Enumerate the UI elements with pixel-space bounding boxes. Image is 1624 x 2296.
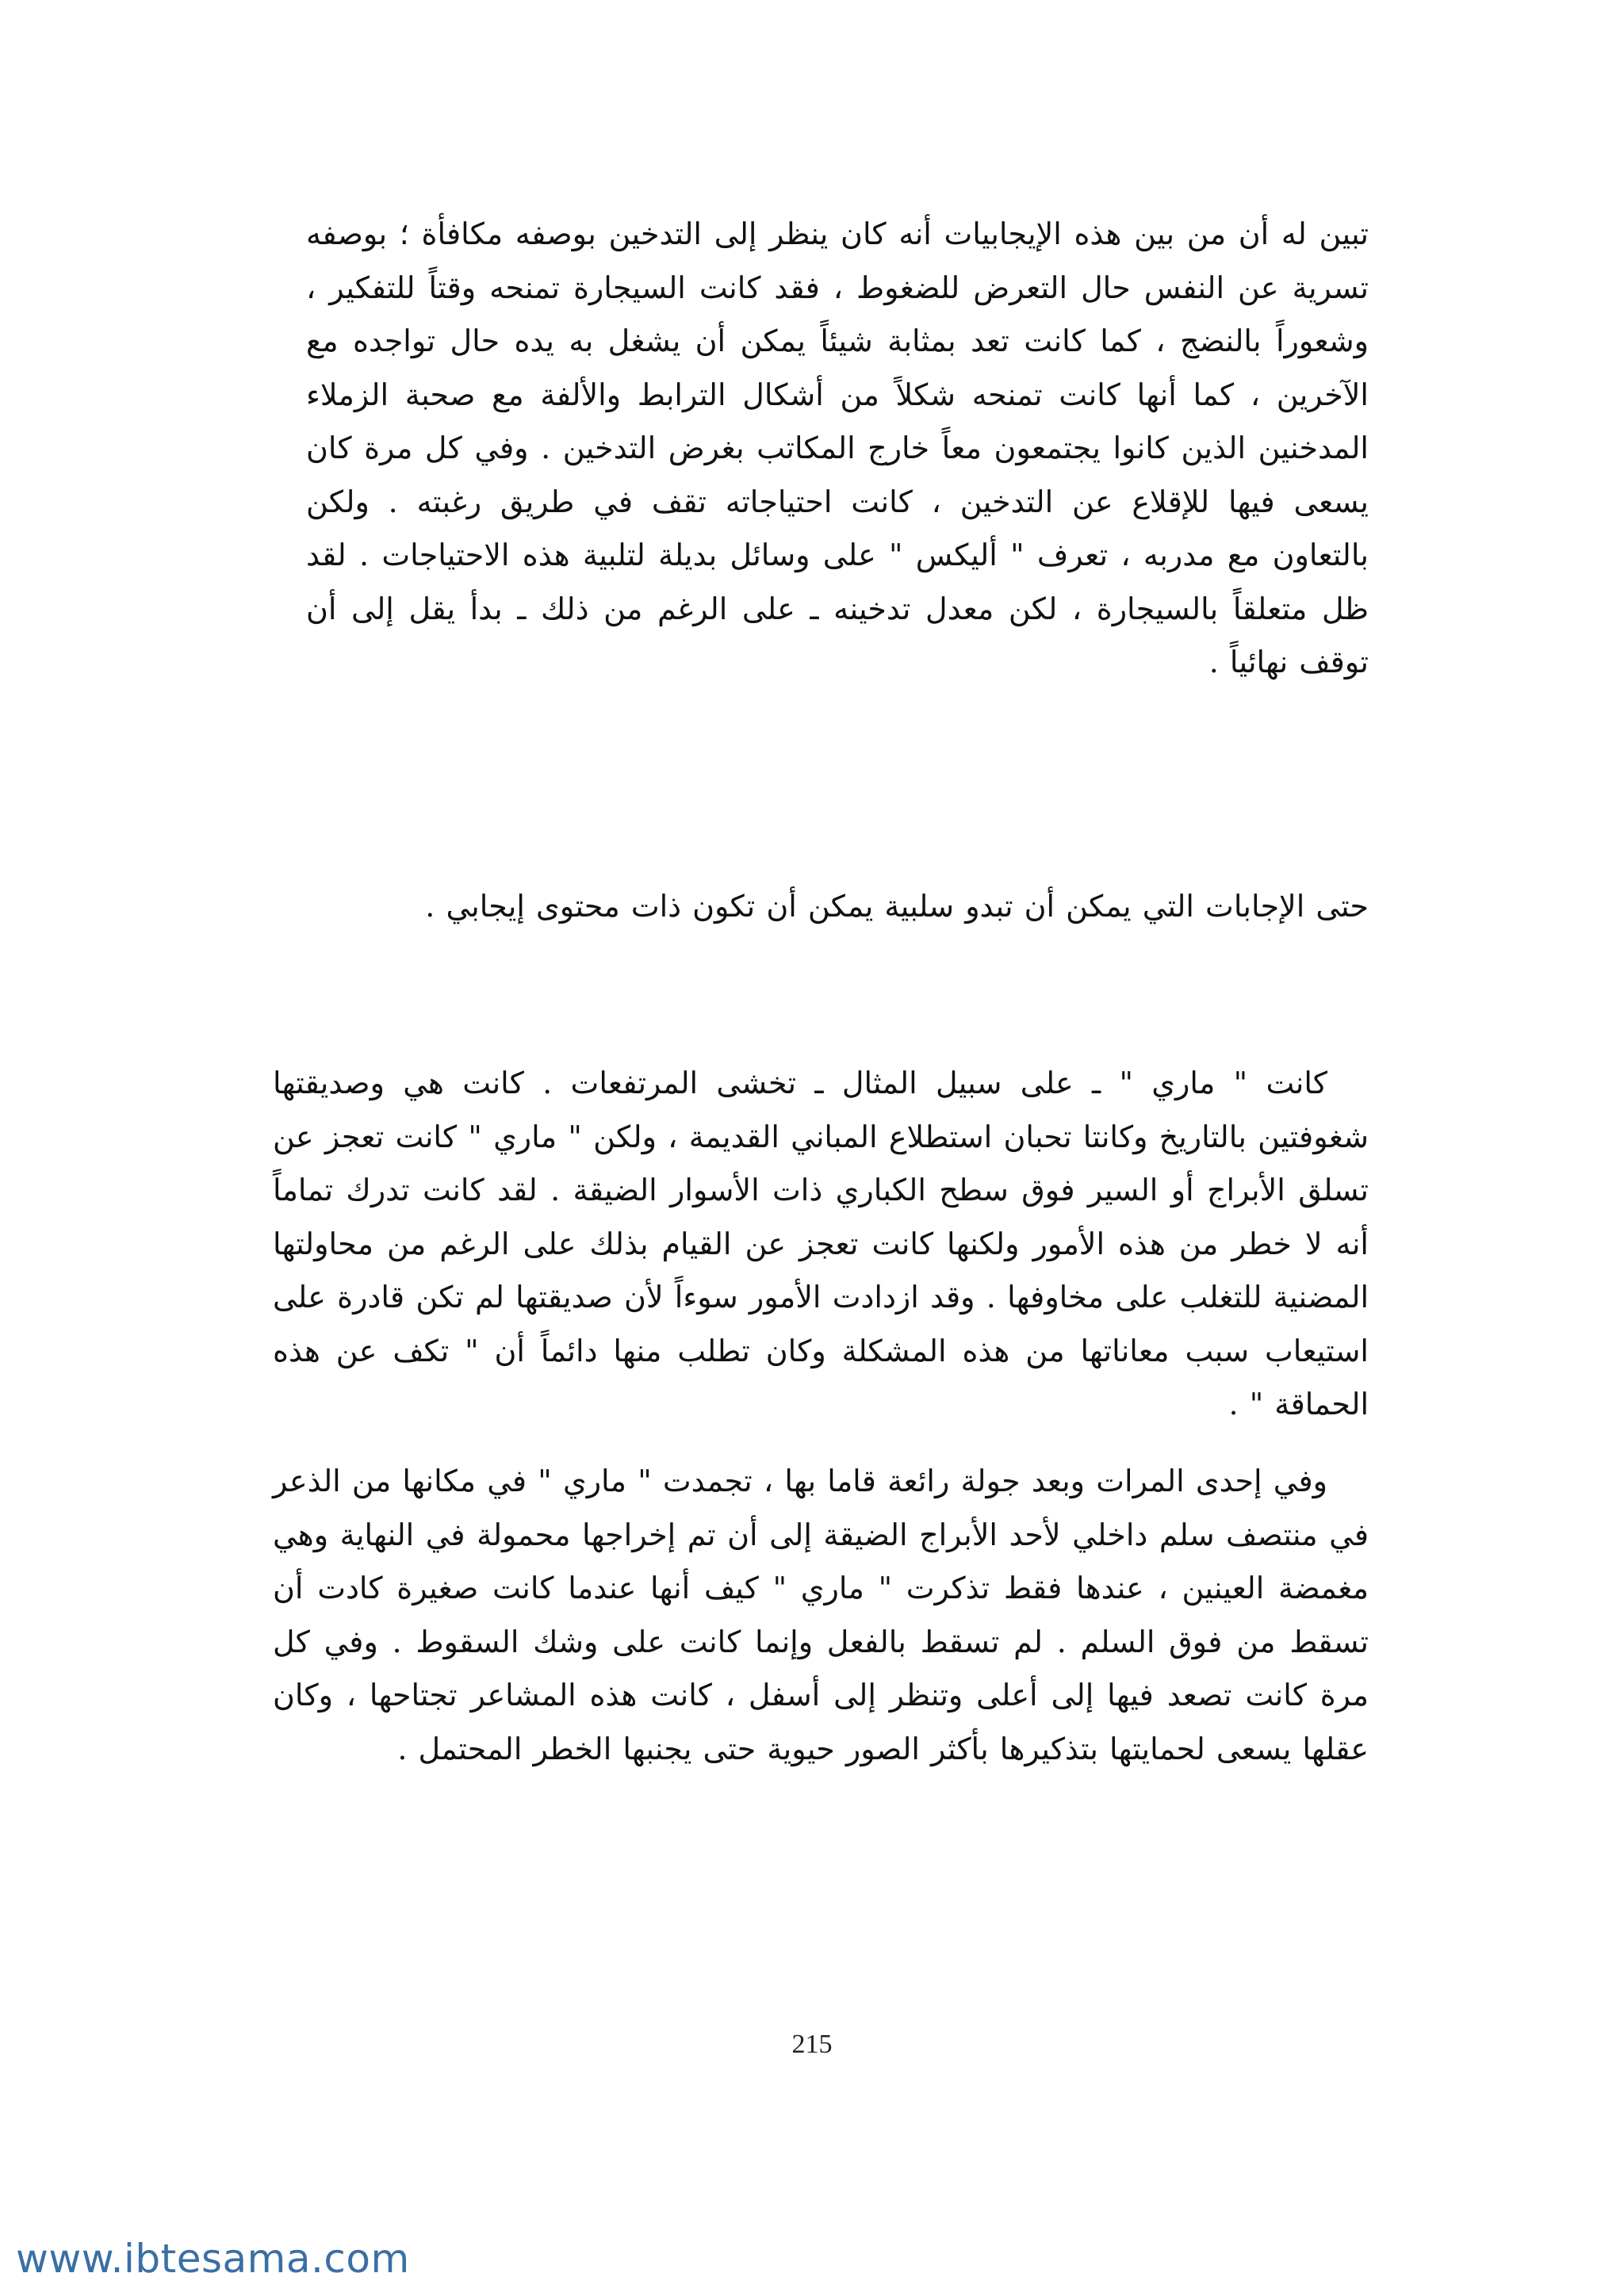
page-number: 215 (791, 2030, 833, 2059)
paragraph-mary-heights: كانت " ماري " ـ على سبيل المثال ـ تخشى المرتفعات . كانت هي وصديقتها شغوفتين بالتاريخ وكانتا تحبان استطلاع المباني القديمة ، ولكن " ماري " كانت تعجز عن تسلق الأبراج أو السير فوق سطح الكباري ذات الأسوار الضيقة . لقد كانت تدرك تماماً أنه لا خطر من هذه الأمور ولكنها كانت تعجز عن القيام بذلك على الرغم من محاولتها المضنية للتغلب على مخاوفها . وقد ازدادت الأمور سوءاً لأن صديقتها لم تكن قادرة على استيعاب سبب معاناتها من هذه المشكلة وكان تطلب منها دائماً أن " تكف عن هذه الحماقة " . (273, 1066, 1369, 1422)
paragraph-negative-answers: حتى الإجابات التي يمكن أن تبدو سلبية يمكن أن تكون ذات محتوى إيجابي . (425, 889, 1369, 924)
paragraph-mary-tower: وفي إحدى المرات وبعد جولة رائعة قاما بها ، تجمدت " ماري " في مكانها من الذعر في منتصف سلم داخلي لأحد الأبراج الضيقة إلى أن تم إخراجها محمولة في النهاية وهي مغمضة العينين ، عندها فقط تذكرت " ماري " كيف أنها عندما كانت صغيرة كادت أن تسقط من فوق السلم . لم تسقط بالفعل وإنما كانت على وشك السقوط . وفي كل مرة كانت تصعد فيها إلى أعلى وتنظر إلى أسفل ، كانت هذه المشاعر تجتاحها ، وكان عقلها يسعى لحمايتها بتذكيرها بأكثر الصور حيوية حتى يجنبها الخطر المحتمل . (273, 1464, 1369, 1766)
paragraph-alex-smoking: تبين له أن من بين هذه الإيجابيات أنه كان ينظر إلى التدخين بوصفه مكافأة ؛ بوصفه تسرية عن النفس حال التعرض للضغوط ، فقد كانت السيجارة تمنحه وقتاً للتفكير ، وشعوراً بالنضج ، كما كانت تعد بمثابة شيئاً يمكن أن يشغل به يده حال تواجده مع الآخرين ، كما أنها كانت تمنحه شكلاً من أشكال الترابط والألفة مع صحبة الزملاء المدخنين الذين كانوا يجتمعون معاً خارج المكاتب بغرض التدخين . وفي كل مرة كان يسعى فيها للإقلاع عن التدخين ، كانت احتياجاته تقف في طريق رغبته . ولكن بالتعاون مع مدربه ، تعرف " أليكس " على وسائل بديلة لتلبية هذه الاحتياجات . لقد ظل متعلقاً بالسيجارة ، لكن معدل تدخينه ـ على الرغم من ذلك ـ بدأ يقل إلى أن توقف نهائياً . (306, 216, 1369, 679)
website-watermark: www.ibtesama.com (16, 2236, 410, 2282)
